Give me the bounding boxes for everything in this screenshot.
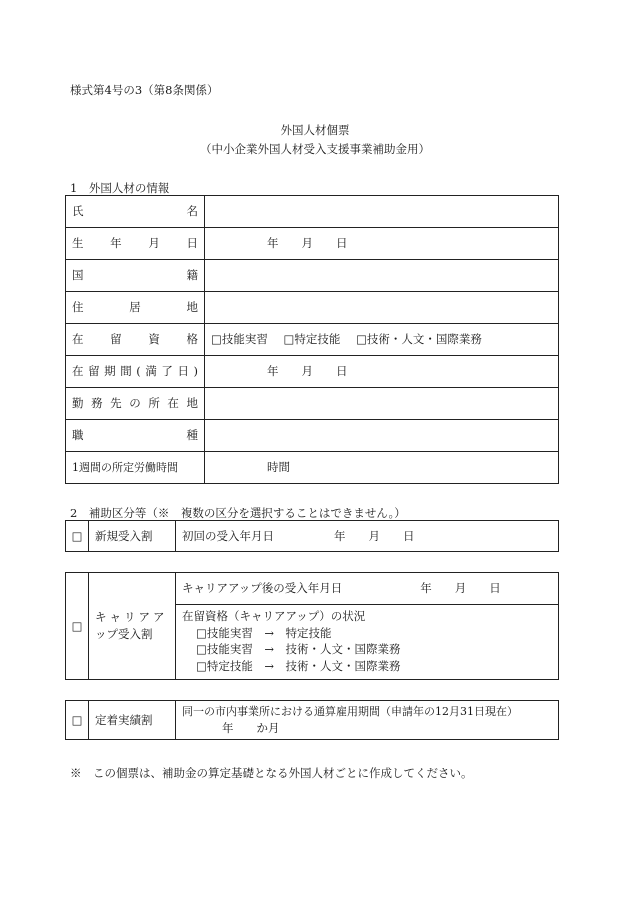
row-nationality	[66, 260, 559, 292]
section1-heading: 1 外国人材の情報	[70, 181, 170, 195]
label-nationality: 国 籍	[72, 268, 198, 283]
row-stay-period	[66, 356, 559, 388]
row-weekly-hours	[66, 452, 559, 484]
status-checkbox-technical-intern[interactable]: □技能実習	[211, 332, 268, 347]
birthdate-field[interactable]: 年 月 日	[205, 228, 559, 260]
new-acceptance-label: 新規受入割	[89, 521, 176, 552]
career-up-status-heading: 在留資格（キャリアアップ）の状況	[182, 609, 366, 623]
new-acceptance-date-field[interactable]: 初回の受入年月日 年 月 日	[176, 521, 559, 552]
career-up-table	[65, 572, 559, 680]
settlement-period-field[interactable]: 同一の市内事業所における通算雇用期間（申請年の12月31日現在） 年 か月	[176, 701, 559, 740]
label-residence: 住 居 地	[72, 300, 198, 315]
row-workplace	[66, 388, 559, 420]
workplace-field[interactable]	[205, 388, 559, 420]
page-title: 外国人材個票	[280, 123, 350, 137]
status-checkbox-engineer-humanities[interactable]: □技術・人文・国際業務	[356, 332, 482, 347]
nationality-field[interactable]	[205, 260, 559, 292]
label-stay-period: 在 留 期 間 ( 満 了 日 )	[72, 364, 198, 379]
label-status: 在 留 資 格	[72, 332, 198, 347]
label-occupation: 職 種	[72, 428, 198, 443]
weekly-hours-field[interactable]: 時間	[205, 452, 559, 484]
career-option-specified-to-engineer[interactable]: □特定技能 → 技術・人文・国際業務	[196, 659, 401, 674]
row-occupation	[66, 420, 559, 452]
label-name: 氏 名	[72, 204, 198, 219]
footnote: ※ この個票は、補助金の算定基礎となる外国人材ごとに作成してください。	[70, 766, 473, 780]
row-name	[66, 196, 559, 228]
career-up-label: キャリアア ップ受入割	[89, 573, 176, 680]
row-residence	[66, 292, 559, 324]
new-acceptance-table	[65, 520, 559, 552]
foreign-talent-info-table	[65, 195, 559, 484]
career-up-checkbox[interactable]: □	[66, 573, 89, 680]
status-checkbox-specified-skilled[interactable]: □特定技能	[283, 332, 341, 347]
settlement-label: 定着実績割	[89, 701, 176, 740]
label-weekly-hours: 1週間の所定労働時間	[66, 452, 205, 484]
label-workplace: 勤 務 先 の 所 在 地	[72, 396, 198, 411]
career-up-date-field[interactable]: キャリアアップ後の受入年月日 年 月 日	[176, 573, 559, 605]
row-birthdate	[66, 228, 559, 260]
residence-field[interactable]	[205, 292, 559, 324]
career-option-intern-to-engineer[interactable]: □技能実習 → 技術・人文・国際業務	[196, 642, 401, 657]
status-options	[205, 324, 559, 356]
form-reference: 様式第4号の3（第8条関係）	[70, 83, 219, 97]
settlement-checkbox[interactable]: □	[66, 701, 89, 740]
page-subtitle: （中小企業外国人材受入支援事業補助金用）	[200, 142, 430, 156]
row-status	[66, 324, 559, 356]
stay-period-field[interactable]: 年 月 日	[205, 356, 559, 388]
occupation-field[interactable]	[205, 420, 559, 452]
career-up-status-cell	[176, 605, 559, 680]
career-option-intern-to-specified[interactable]: □技能実習 → 特定技能	[196, 625, 332, 640]
section2-heading: 2 補助区分等（※ 複数の区分を選択することはできません。）	[70, 506, 406, 520]
name-field[interactable]	[205, 196, 559, 228]
settlement-table	[65, 700, 559, 740]
new-acceptance-checkbox[interactable]: □	[66, 521, 89, 552]
label-birthdate: 生 年 月 日	[72, 236, 198, 251]
